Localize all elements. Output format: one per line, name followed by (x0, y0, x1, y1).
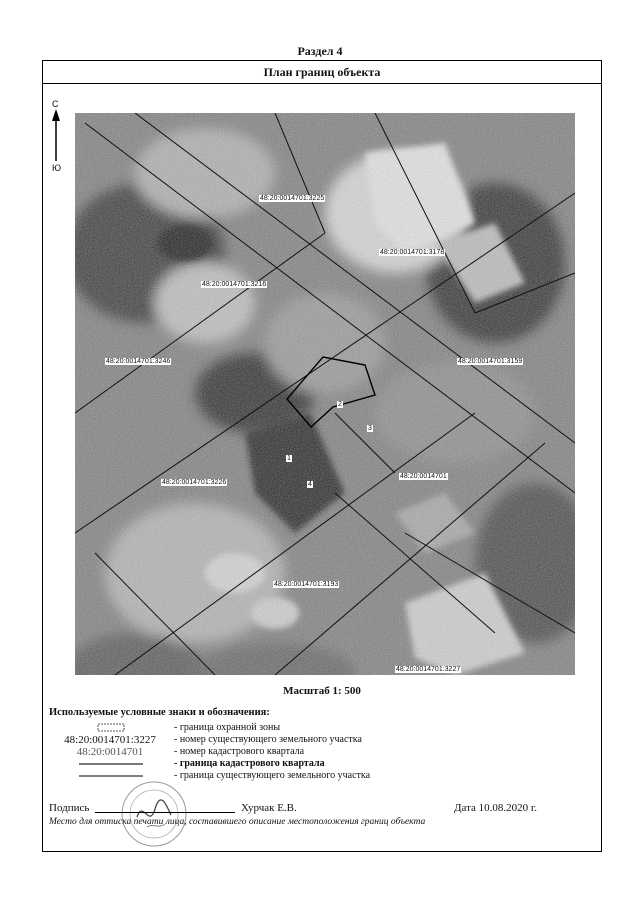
signature-line (95, 812, 235, 813)
legend-title: Используемые условные знаки и обозначения: (49, 707, 270, 718)
north-arrow-icon (47, 109, 69, 169)
section-title: Раздел 4 (297, 44, 343, 58)
parcel-label: 48:20:0014701:3178 (380, 249, 445, 256)
point-number: 1 (287, 455, 291, 462)
parcel-label: 48:20:0014701:3216 (202, 281, 267, 288)
point-number: 3 (368, 425, 372, 432)
point-number: 2 (338, 401, 342, 408)
parcel-label: 48:20:0014701:3225 (260, 195, 325, 202)
parcel-label: 48:20:0014701:3193 (274, 581, 339, 588)
parcel-label: 48:20:0014701:3226 (162, 479, 227, 486)
map-scale: Масштаб 1: 500 (283, 685, 361, 697)
parcel-label: 48:20:0014701:3246 (106, 358, 171, 365)
legend-row-parcel-number: 48:20:0014701:3227 - номер существующего земельного участка (64, 734, 362, 746)
point-number: 4 (308, 481, 312, 488)
compass-south-letter: Ю (52, 163, 62, 173)
parcel-label: 48:20:0014701:3227 (396, 666, 461, 673)
aerial-map (75, 113, 575, 675)
plan-title: План границ объекта (43, 61, 601, 84)
legend-row-protection-zone: - граница охранной зоны (49, 722, 589, 734)
parcel-label: 48:20:0014701:3159 (458, 358, 523, 365)
signature-row (49, 801, 589, 815)
stamp-place-note: Место для оттиска печати лица, составившего описание местоположения границ объекта (49, 817, 426, 827)
signature-label: Подпись (49, 802, 90, 814)
signatory-name: Хурчак Е.В. (241, 802, 297, 814)
signature-date: Дата 10.08.2020 г. (454, 802, 537, 814)
quarter-label: 48:20:0014701 (400, 473, 447, 480)
protection-zone-symbol-icon (97, 723, 127, 733)
legend-row-quarter-boundary: - граница кадастрового квартала (49, 758, 589, 770)
document-frame (42, 60, 602, 852)
legend-row-parcel-boundary: - граница существующего земельного участка (49, 770, 589, 782)
legend-row-quarter-number: 48:20:0014701 - номер кадастрового квартала (76, 746, 305, 758)
compass-north-letter: С (52, 99, 59, 109)
quarter-boundary-line-icon (77, 759, 147, 769)
compass (47, 99, 69, 189)
